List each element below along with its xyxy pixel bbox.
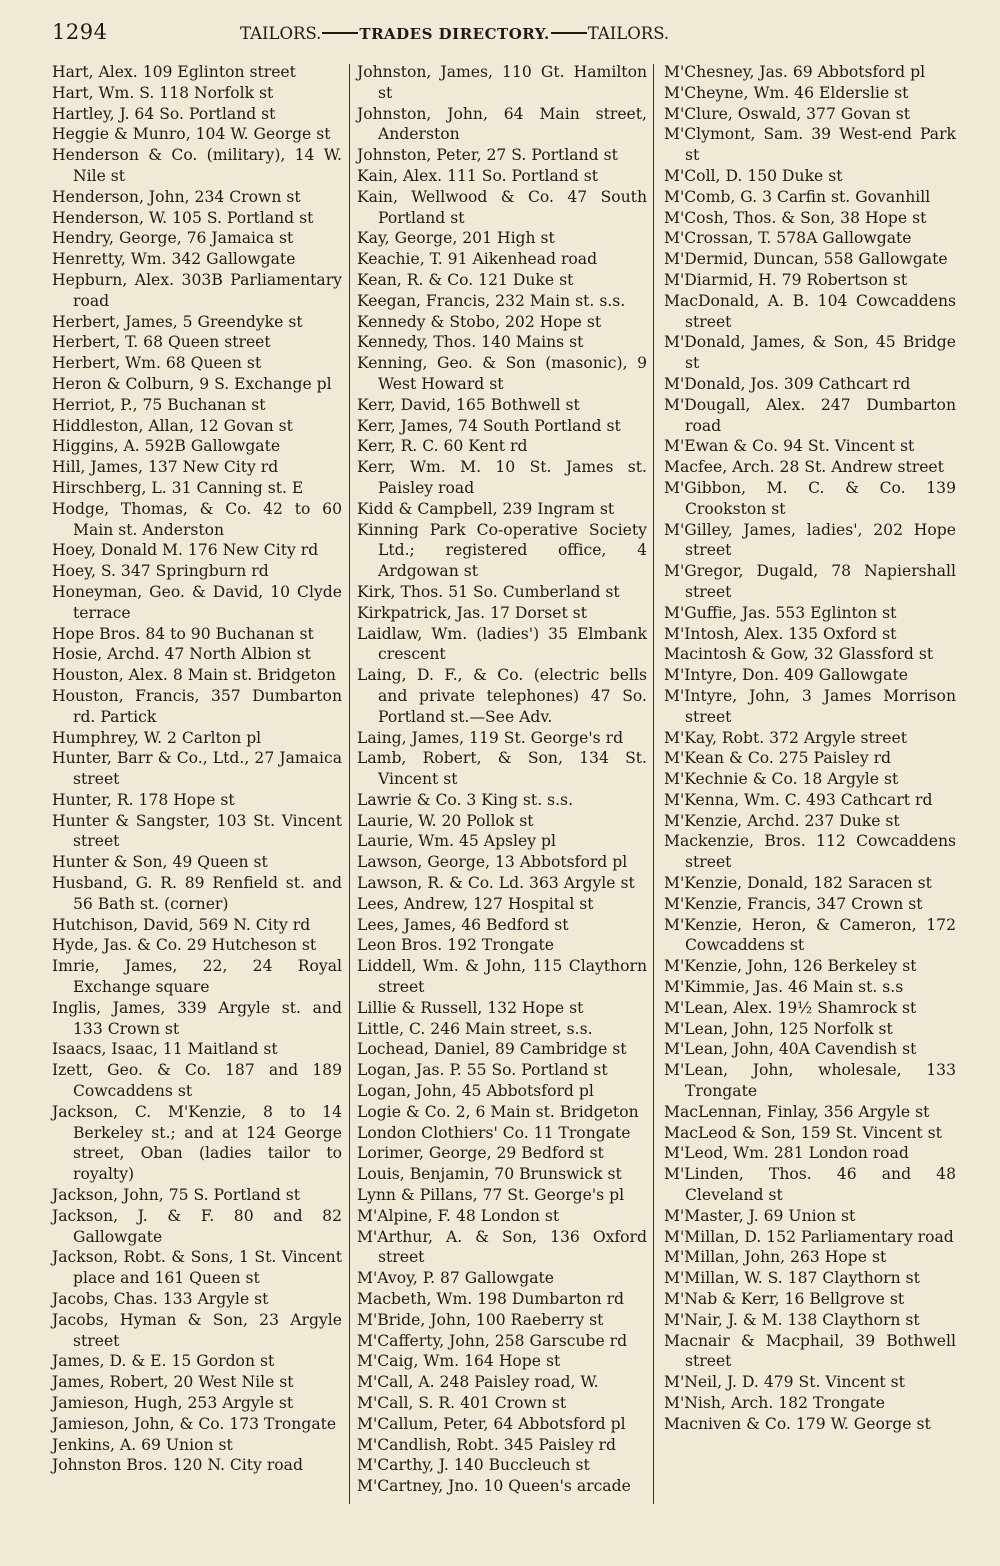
directory-entry: Johnston, Peter, 27 S. Portland st — [357, 146, 618, 165]
directory-entry: Hoey, S. 347 Springburn rd — [52, 562, 269, 581]
column-2 — [357, 62, 647, 1497]
directory-entry: MacLennan, Finlay, 356 Argyle st — [664, 1102, 930, 1121]
directory-entry: Louis, Benjamin, 70 Brunswick st — [357, 1165, 622, 1184]
directory-entry: Henderson, W. 105 S. Portland st — [52, 208, 314, 227]
directory-entry: Izett, Geo. & Co. 187 and 189 Cowcaddens st — [52, 1061, 342, 1101]
directory-entry: Hunter & Son, 49 Queen st — [52, 853, 268, 872]
directory-entry: Lees, James, 46 Bedford st — [357, 915, 569, 934]
directory-entry: Laurie, Wm. 45 Apsley pl — [357, 832, 557, 851]
directory-entry: Kirk, Thos. 51 So. Cumberland st — [357, 582, 620, 601]
directory-entry: Lawrie & Co. 3 King st. s.s. — [357, 790, 574, 809]
directory-entry: Hutchison, David, 569 N. City rd — [52, 915, 311, 934]
directory-entry: Houston, Alex. 8 Main st. Bridgeton — [52, 666, 336, 685]
directory-entry: Lynn & Pillans, 77 St. George's pl — [357, 1186, 625, 1205]
directory-entry: Hendry, George, 76 Jamaica st — [52, 229, 294, 248]
directory-entry: M'Lean, John, 40A Cavendish st — [664, 1040, 917, 1059]
directory-entry: Johnston, John, 64 Main street, Anderston — [357, 104, 647, 144]
directory-entry: Hirschberg, L. 31 Canning st. E — [52, 478, 304, 497]
directory-entry: M'Gregor, Dugald, 78 Napiershall street — [664, 562, 956, 601]
directory-entry: Keegan, Francis, 232 Main st. s.s. — [357, 291, 626, 310]
directory-entry: Hunter & Sangster, 103 St. Vincent street — [52, 811, 342, 851]
directory-entry: Laurie, W. 20 Pollok st — [357, 811, 534, 830]
directory-entry: M'Kechnie & Co. 18 Argyle st — [664, 770, 899, 789]
directory-entry: M'Intyre, John, 3 James Morrison street — [664, 686, 956, 726]
directory-entry: Imrie, James, 22, 24 Royal Exchange square — [52, 957, 342, 997]
directory-entry: Hoey, Donald M. 176 New City rd — [52, 541, 319, 560]
column-3 — [664, 62, 956, 1435]
directory-entry: Jackson, John, 75 S. Portland st — [52, 1186, 301, 1205]
directory-entry: Inglis, James, 339 Argyle st. and 133 Crown st — [52, 998, 342, 1038]
directory-entry: Hope Bros. 84 to 90 Buchanan st — [52, 624, 314, 643]
directory-entry: M'Clymont, Sam. 39 West-end Park st — [664, 125, 956, 165]
directory-entry: Johnston, James, 110 Gt. Hamilton st — [357, 63, 647, 102]
directory-entry: Macbeth, Wm. 198 Dumbarton rd — [357, 1290, 625, 1309]
directory-entry: M'Kenna, Wm. C. 493 Cathcart rd — [664, 790, 933, 809]
left-heading: TAILORS. — [240, 24, 322, 43]
directory-entry: Henderson, John, 234 Crown st — [52, 187, 301, 206]
directory-entry: Hunter, Barr & Co., Ltd., 27 Jamaica street — [52, 749, 342, 789]
directory-entry: Little, C. 246 Main street, s.s. — [357, 1019, 593, 1038]
directory-entry: M'Nish, Arch. 182 Trongate — [664, 1394, 886, 1412]
directory-entry: M'Guffie, Jas. 553 Eglinton st — [664, 603, 897, 622]
directory-entry: M'Lean, Alex. 19½ Shamrock st — [664, 998, 917, 1017]
directory-entry: Kerr, Wm. M. 10 St. James st. Paisley road — [357, 458, 647, 497]
directory-entry: Kirkpatrick, Jas. 17 Dorset st — [357, 603, 587, 622]
directory-entry: Jamieson, Hugh, 253 Argyle st — [52, 1394, 294, 1412]
directory-entry: Hepburn, Alex. 303B Parliamentary road — [52, 270, 342, 310]
heading-dash-left — [322, 32, 358, 34]
directory-entry: M'Neil, J. D. 479 St. Vincent st — [664, 1373, 905, 1392]
directory-entry: James, Robert, 20 West Nile st — [52, 1373, 294, 1392]
directory-entry: Kain, Alex. 111 So. Portland st — [357, 166, 599, 185]
directory-entry: M'Ewan & Co. 94 St. Vincent st — [664, 437, 915, 456]
directory-entry: M'Lean, John, 125 Norfolk st — [664, 1019, 893, 1038]
column-1 — [52, 62, 342, 1476]
directory-entry: Hunter, R. 178 Hope st — [52, 790, 235, 809]
directory-entry: M'Caig, Wm. 164 Hope st — [357, 1352, 561, 1371]
directory-entry: Hyde, Jas. & Co. 29 Hutcheson st — [52, 936, 317, 955]
directory-entry: M'Kenzie, Archd. 237 Duke st — [664, 811, 900, 830]
directory-entry: M'Carthy, J. 140 Buccleuch st — [357, 1456, 590, 1475]
directory-entry: Jacobs, Hyman & Son, 23 Argyle street — [52, 1310, 342, 1350]
directory-entry: M'Cheyne, Wm. 46 Elderslie st — [664, 83, 909, 102]
directory-entry: M'Clure, Oswald, 377 Govan st — [664, 104, 911, 123]
directory-entry: Husband, G. R. 89 Renfield st. and 56 Bath st. (corner) — [52, 874, 342, 913]
directory-entry: M'Dougall, Alex. 247 Dumbarton road — [664, 395, 956, 435]
directory-entry: Lamb, Robert, & Son, 134 St. Vincent st — [357, 749, 647, 789]
right-heading: TAILORS. — [587, 24, 670, 43]
directory-entry: Heron & Colburn, 9 S. Exchange pl — [52, 374, 332, 393]
directory-entry: Henretty, Wm. 342 Gallowgate — [52, 250, 296, 269]
directory-entry: Laing, D. F., & Co. (electric bells and private telephones) 47 So. Portland st.—See Adv. — [357, 666, 647, 726]
directory-entry: Jamieson, John, & Co. 173 Trongate — [52, 1414, 337, 1433]
directory-entry: Hartley, J. 64 So. Portland st — [52, 104, 276, 123]
directory-entry: Macniven & Co. 179 W. George st — [664, 1414, 931, 1433]
directory-entry: M'Kimmie, Jas. 46 Main st. s.s — [664, 978, 904, 997]
directory-entry: Jenkins, A. 69 Union st — [52, 1435, 233, 1454]
directory-entry: Kerr, David, 165 Bothwell st — [357, 395, 580, 414]
directory-entry: MacDonald, A. B. 104 Cowcaddens street — [664, 291, 956, 331]
directory-entry: Keachie, T. 91 Aikenhead road — [357, 250, 598, 269]
directory-entry: M'Millan, John, 263 Hope st — [664, 1248, 887, 1267]
directory-entry: Macnair & Macphail, 39 Bothwell street — [664, 1331, 956, 1371]
directory-entry: Kinning Park Co-operative Society Ltd.; registered office, 4 Ardgowan st — [357, 520, 647, 581]
directory-entry: Herriot, P., 75 Buchanan st — [52, 395, 266, 414]
directory-entry: Laidlaw, Wm. (ladies') 35 Elmbank crescent — [357, 624, 647, 664]
directory-entry: Hill, James, 137 New City rd — [52, 458, 279, 477]
directory-entry: Hiddleston, Allan, 12 Govan st — [52, 416, 293, 435]
directory-entry: M'Kay, Robt. 372 Argyle street — [664, 728, 907, 747]
directory-entry: Kean, R. & Co. 121 Duke st — [357, 270, 574, 289]
directory-entry: M'Alpine, F. 48 London st — [357, 1206, 560, 1225]
directory-entry: Liddell, Wm. & John, 115 Claythorn street — [357, 957, 647, 997]
directory-entry: Kidd & Campbell, 239 Ingram st — [357, 499, 615, 518]
directory-entry: M'Cartney, Jno. 10 Queen's arcade — [357, 1477, 631, 1496]
directory-entry: M'Diarmid, H. 79 Robertson st — [664, 270, 908, 289]
directory-entry: Kerr, R. C. 60 Kent rd — [357, 437, 528, 456]
directory-entry: Herbert, Wm. 68 Queen st — [52, 354, 262, 373]
directory-entry: M'Nair, J. & M. 138 Claythorn st — [664, 1310, 920, 1329]
directory-entry: M'Call, S. R. 401 Crown st — [357, 1394, 567, 1412]
directory-entry: Kain, Wellwood & Co. 47 South Portland st — [357, 187, 647, 227]
directory-entry: Lees, Andrew, 127 Hospital st — [357, 894, 594, 913]
directory-entry: Lorimer, George, 29 Bedford st — [357, 1144, 604, 1163]
directory-entry: M'Master, J. 69 Union st — [664, 1206, 856, 1225]
directory-entry: Laing, James, 119 St. George's rd — [357, 728, 624, 747]
directory-entry: M'Millan, W. S. 187 Claythorn st — [664, 1269, 920, 1288]
directory-entry: Isaacs, Isaac, 11 Maitland st — [52, 1040, 278, 1059]
directory-entry: Leon Bros. 192 Trongate — [357, 936, 554, 955]
directory-entry: Houston, Francis, 357 Dumbarton rd. Partick — [52, 686, 342, 726]
directory-entry: M'Kean & Co. 275 Paisley rd — [664, 749, 892, 768]
directory-entry: Lawson, George, 13 Abbotsford pl — [357, 853, 628, 872]
directory-entry: Humphrey, W. 2 Carlton pl — [52, 728, 262, 747]
directory-entry: M'Kenzie, Heron, & Cameron, 172 Cowcaddens st — [664, 915, 956, 955]
directory-entry: M'Bride, John, 100 Raeberry st — [357, 1310, 604, 1329]
directory-entry: M'Kenzie, Francis, 347 Crown st — [664, 894, 923, 913]
directory-entry: Jacobs, Chas. 133 Argyle st — [52, 1290, 269, 1309]
directory-entry: Hart, Alex. 109 Eglinton street — [52, 63, 296, 81]
directory-entry: Henderson & Co. (military), 14 W. Nile st — [52, 146, 342, 185]
directory-entry: M'Donald, James, & Son, 45 Bridge st — [664, 333, 956, 373]
directory-entry: M'Gibbon, M. C. & Co. 139 Crookston st — [664, 478, 956, 518]
directory-entry: Jackson, Robt. & Sons, 1 St. Vincent place and 161 Queen st — [52, 1248, 342, 1288]
directory-entry: Lochead, Daniel, 89 Cambridge st — [357, 1040, 627, 1059]
directory-entry: MacLeod & Son, 159 St. Vincent st — [664, 1123, 942, 1142]
directory-entry: M'Dermid, Duncan, 558 Gallowgate — [664, 250, 948, 269]
running-head — [240, 24, 760, 43]
directory-entry: M'Millan, D. 152 Parliamentary road — [664, 1227, 954, 1246]
directory-entry: Honeyman, Geo. & David, 10 Clyde terrace — [52, 582, 342, 622]
directory-entry: M'Kenzie, John, 126 Berkeley st — [664, 957, 917, 976]
directory-entry: M'Nab & Kerr, 16 Bellgrove st — [664, 1290, 905, 1309]
directory-entry: Logie & Co. 2, 6 Main st. Bridgeton — [357, 1102, 639, 1121]
column-divider-1 — [349, 64, 350, 1504]
directory-entry: Mackenzie, Bros. 112 Cowcaddens street — [664, 832, 956, 872]
directory-entry: M'Avoy, P. 87 Gallowgate — [357, 1269, 555, 1288]
page-number: 1294 — [52, 20, 108, 44]
directory-entry: M'Cosh, Thos. & Son, 38 Hope st — [664, 208, 927, 227]
directory-entry: London Clothiers' Co. 11 Trongate — [357, 1123, 631, 1142]
directory-entry: Kenning, Geo. & Son (masonic), 9 West Howard st — [357, 354, 647, 393]
directory-entry: Kennedy, Thos. 140 Mains st — [357, 333, 584, 352]
directory-entry: Kerr, James, 74 South Portland st — [357, 416, 621, 435]
directory-entry: M'Coll, D. 150 Duke st — [664, 166, 843, 185]
heading-dash-right — [551, 32, 587, 34]
directory-entry: Lawson, R. & Co. Ld. 363 Argyle st — [357, 874, 635, 893]
column-divider-2 — [653, 64, 654, 1504]
directory-entry: M'Donald, Jos. 309 Cathcart rd — [664, 374, 911, 393]
directory-entry: Hosie, Archd. 47 North Albion st — [52, 645, 311, 664]
directory-entry: Hart, Wm. S. 118 Norfolk st — [52, 83, 274, 102]
directory-entry: M'Intyre, Don. 409 Gallowgate — [664, 666, 908, 685]
directory-entry: Higgins, A. 592B Gallowgate — [52, 437, 281, 456]
directory-entry: M'Callum, Peter, 64 Abbotsford pl — [357, 1414, 626, 1433]
directory-entry: M'Lean, John, wholesale, 133 Trongate — [664, 1061, 956, 1101]
directory-entry: Logan, Jas. P. 55 So. Portland st — [357, 1061, 608, 1080]
directory-entry: Macfee, Arch. 28 St. Andrew street — [664, 458, 944, 477]
directory-entry: James, D. & E. 15 Gordon st — [52, 1352, 275, 1371]
directory-entry: Logan, John, 45 Abbotsford pl — [357, 1082, 594, 1101]
directory-entry: Kennedy & Stobo, 202 Hope st — [357, 312, 602, 331]
directory-entry: Macintosh & Gow, 32 Glassford st — [664, 645, 934, 664]
directory-entry: M'Kenzie, Donald, 182 Saracen st — [664, 874, 932, 893]
directory-entry: M'Linden, Thos. 46 and 48 Cleveland st — [664, 1165, 956, 1205]
directory-entry: Jackson, C. M'Kenzie, 8 to 14 Berkeley st.; and at 124 George street, Oban (ladies tailor to royalty) — [52, 1102, 342, 1184]
directory-entry: Jackson, J. & F. 80 and 82 Gallowgate — [52, 1206, 342, 1246]
directory-entry: M'Comb, G. 3 Carfin st. Govanhill — [664, 187, 931, 206]
directory-entry: Hodge, Thomas, & Co. 42 to 60 Main st. Anderston — [52, 499, 342, 539]
directory-entry: Herbert, James, 5 Greendyke st — [52, 312, 303, 331]
directory-entry: Herbert, T. 68 Queen street — [52, 333, 271, 352]
directory-entry: Johnston Bros. 120 N. City road — [52, 1456, 303, 1475]
center-heading: TRADES DIRECTORY. — [359, 24, 550, 43]
directory-entry: M'Leod, Wm. 281 London road — [664, 1144, 909, 1163]
directory-entry: M'Arthur, A. & Son, 136 Oxford street — [357, 1227, 647, 1267]
directory-entry: M'Crossan, T. 578A Gallowgate — [664, 229, 912, 248]
directory-entry: M'Intosh, Alex. 135 Oxford st — [664, 624, 897, 643]
directory-entry: Kay, George, 201 High st — [357, 229, 555, 248]
page-header — [52, 20, 762, 46]
directory-entry: M'Chesney, Jas. 69 Abbotsford pl — [664, 63, 926, 81]
directory-entry: Heggie & Munro, 104 W. George st — [52, 125, 331, 144]
directory-entry: M'Gilley, James, ladies', 202 Hope street — [664, 520, 956, 560]
directory-entry: M'Candlish, Robt. 345 Paisley rd — [357, 1435, 616, 1454]
directory-entry: M'Call, A. 248 Paisley road, W. — [357, 1373, 599, 1392]
directory-entry: M'Cafferty, John, 258 Garscube rd — [357, 1331, 628, 1350]
directory-entry: Lillie & Russell, 132 Hope st — [357, 998, 584, 1017]
